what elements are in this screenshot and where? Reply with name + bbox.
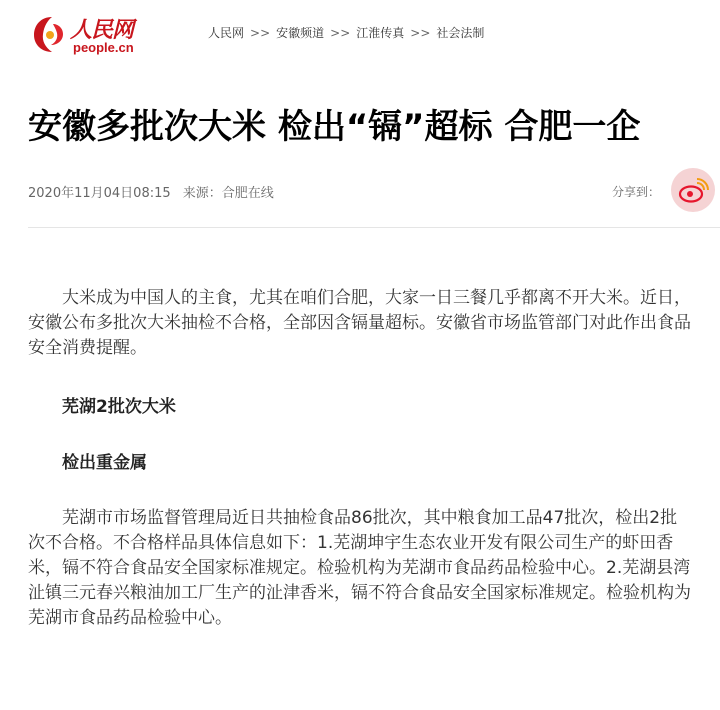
breadcrumb	[208, 24, 484, 41]
subheading-heavy-metal: 检出重金属	[62, 453, 147, 473]
weibo-share-button[interactable]	[671, 168, 715, 212]
breadcrumb-jianghuai[interactable]: 江淮传真	[356, 26, 405, 40]
breadcrumb-people[interactable]: 人民网	[208, 26, 245, 40]
breadcrumb-separator: >>	[250, 26, 271, 40]
site-header	[0, 0, 720, 64]
share-label: 分享到：	[612, 185, 661, 199]
meta-divider	[28, 227, 720, 228]
breadcrumb-separator: >>	[330, 26, 351, 40]
article-title: 安徽多批次大米 检出“镉”超标 合肥一企	[28, 107, 641, 147]
breadcrumb-separator: >>	[410, 26, 431, 40]
paragraph-wuhu-details: 芜湖市市场监督管理局近日共抽检食品86批次，其中粮食加工品47批次，检出2批次不合格。不合格样品具体信息如下：1.芜湖坤宇生态农业开发有限公司生产的虾田香米，镉不符合食品安全国家标准规定。检验机构为芜湖市食品药品检验中心。2.芜湖县湾沚镇三元春兴粮油加工厂生产的沚津香米，镉不符合食品安全国家标准规定。检验机构为芜湖市食品药品检验中心。	[28, 508, 691, 628]
weibo-icon	[671, 168, 715, 212]
breadcrumb-legal[interactable]: 社会法制	[436, 26, 485, 40]
publish-datetime: 2020年11月04日08:15	[28, 186, 171, 201]
logo-text-cn: 人民网	[70, 17, 134, 43]
article-meta	[28, 182, 274, 201]
people-logo-icon	[32, 14, 72, 54]
source-label: 来源：	[182, 186, 222, 201]
logo-text-en: people.cn	[73, 40, 134, 55]
source-link[interactable]: 合肥在线	[221, 186, 274, 201]
breadcrumb-anhui[interactable]: 安徽频道	[276, 26, 325, 40]
paragraph-intro: 大米成为中国人的主食，尤其在咱们合肥，大家一日三餐几乎都离不开大米。近日，安徽公布多批次大米抽检不合格，全部因含镉量超标。安徽省市场监管部门对此作出食品安全消费提醒。	[28, 288, 691, 358]
subheading-wuhu-rice: 芜湖2批次大米	[62, 397, 176, 417]
article-body	[28, 286, 692, 631]
people-logo[interactable]	[32, 10, 150, 56]
